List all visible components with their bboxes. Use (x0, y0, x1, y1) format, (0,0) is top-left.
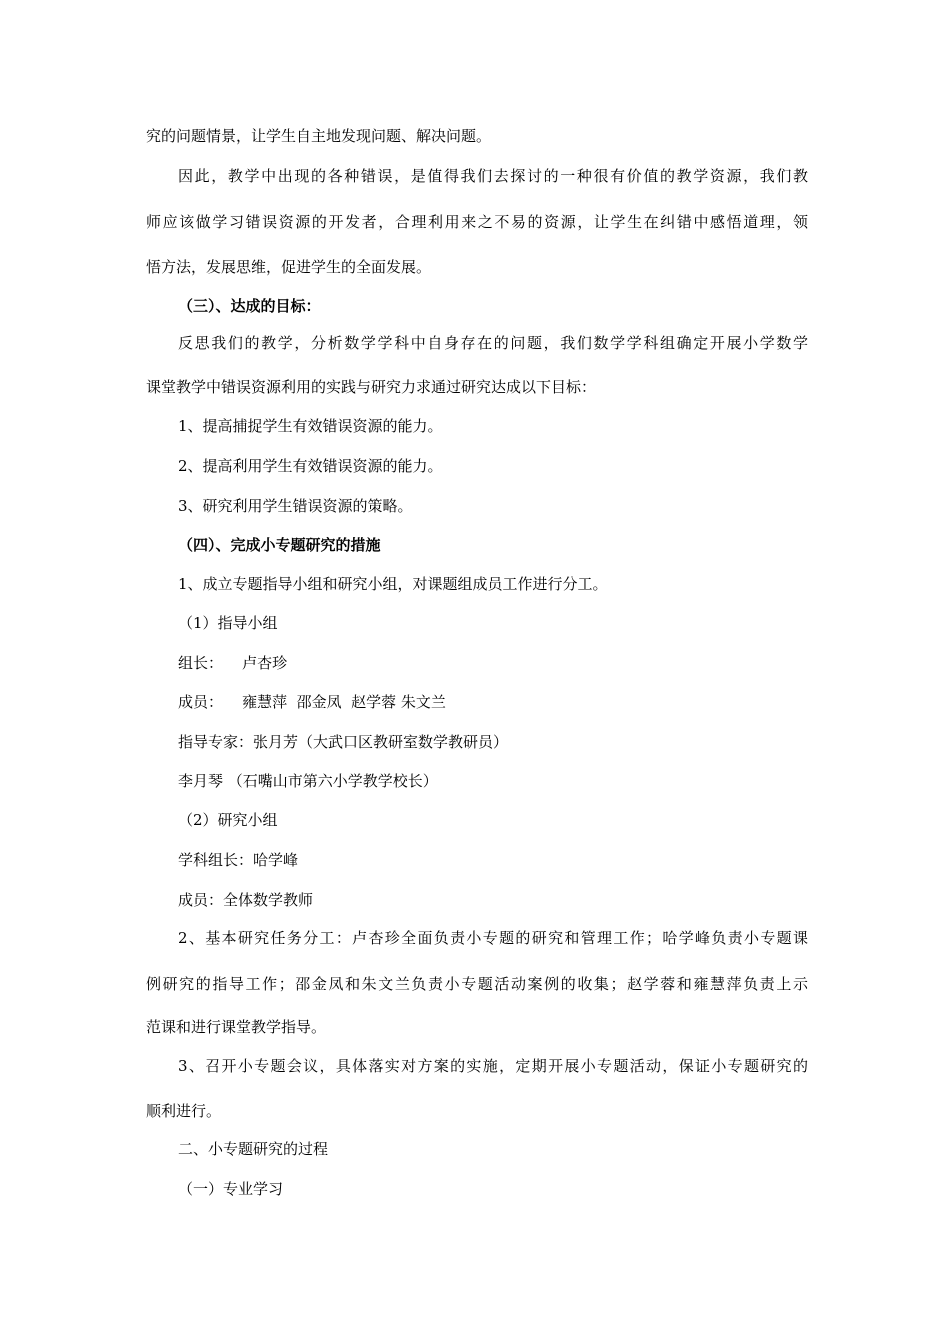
text-line: 例研究的指导工作；邵金凤和朱文兰负责小专题活动案例的收集；赵学蓉和雍慧萍负责上示 (146, 975, 808, 993)
text-line: （1）指导小组 (178, 614, 278, 632)
text-line: 学科组长：哈学峰 (178, 851, 299, 869)
text-line: 指导专家：张月芳（大武口区教研室数学教研员） (178, 733, 509, 751)
text-line: 李月琴 （石嘴山市第六小学教学校长） (178, 772, 438, 790)
list-item: 1、提高捕捉学生有效错误资源的能力。 (178, 417, 443, 435)
text-line: 2、基本研究任务分工：卢杏珍全面负责小专题的研究和管理工作；哈学峰负责小专题课 (178, 929, 808, 947)
text-line: 成员： 雍慧萍 邵金凤 赵学蓉 朱文兰 (178, 693, 446, 711)
text-line: 顺利进行。 (146, 1102, 222, 1120)
list-item: 3、研究利用学生错误资源的策略。 (178, 497, 413, 515)
text-line: 师应该做学习错误资源的开发者，合理利用来之不易的资源，让学生在纠错中感悟道理，领 (146, 213, 808, 231)
text-line: 成员：全体数学教师 (178, 891, 314, 909)
text-line: （2）研究小组 (178, 811, 278, 829)
text-line: 悟方法，发展思维，促进学生的全面发展。 (146, 258, 432, 276)
section-heading: （三）、达成的目标： (178, 297, 321, 315)
section-heading: （四）、完成小专题研究的措施 (178, 536, 381, 554)
text-line: 范课和进行课堂教学指导。 (146, 1018, 327, 1036)
text-line: 究的问题情景，让学生自主地发现问题、解决问题。 (146, 127, 492, 145)
text-line: （一）专业学习 (178, 1180, 284, 1198)
list-item: 2、提高利用学生有效错误资源的能力。 (178, 457, 443, 475)
text-line: 因此，教学中出现的各种错误，是值得我们去探讨的一种很有价值的教学资源，我们教 (178, 167, 808, 185)
text-line: 组长： 卢杏珍 (178, 654, 288, 672)
text-line: 3、召开小专题会议，具体落实对方案的实施，定期开展小专题活动，保证小专题研究的 (178, 1057, 808, 1075)
text-line: 1、成立专题指导小组和研究小组，对课题组成员工作进行分工。 (178, 575, 608, 593)
section-heading: 二、小专题研究的过程 (178, 1140, 329, 1158)
text-line: 课堂教学中错误资源利用的实践与研究力求通过研究达成以下目标： (146, 378, 597, 396)
text-line: 反思我们的教学，分析数学学科中自身存在的问题，我们数学学科组确定开展小学数学 (178, 334, 808, 352)
